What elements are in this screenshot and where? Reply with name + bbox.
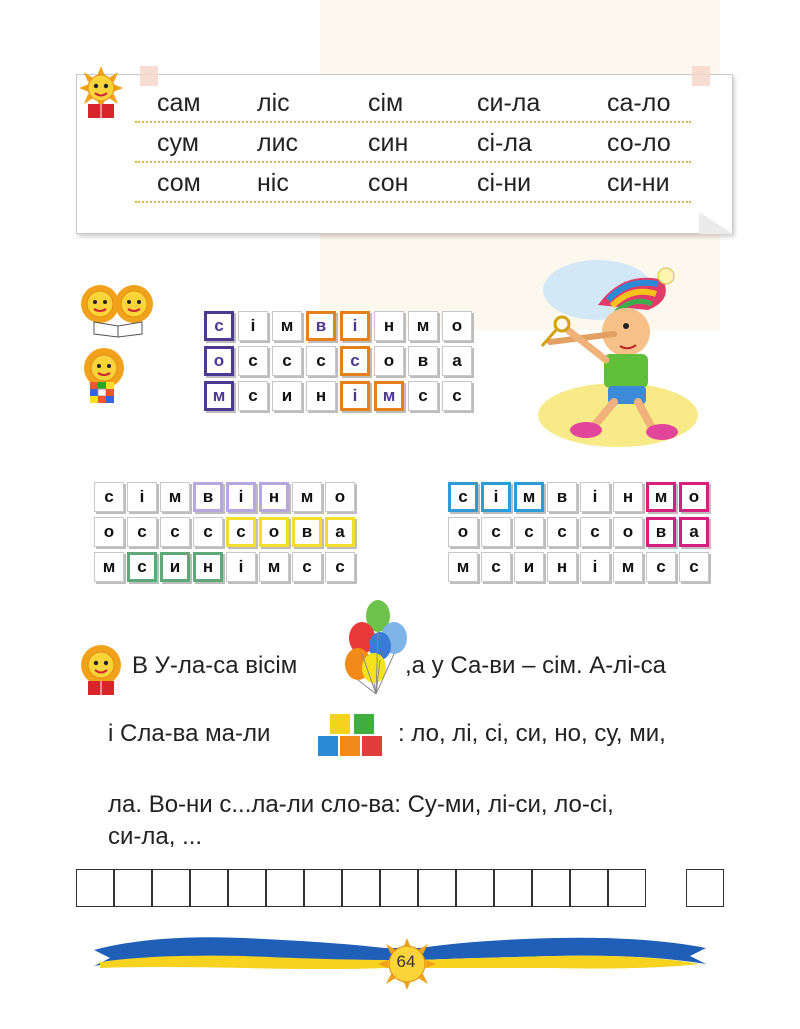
answer-box[interactable]	[456, 869, 494, 907]
word-row	[135, 85, 691, 123]
letter-cell: і	[580, 552, 610, 582]
word-row	[135, 165, 691, 203]
word: сі-ни	[477, 169, 532, 197]
answer-box[interactable]	[418, 869, 456, 907]
letter-cell: н	[547, 552, 577, 582]
letter-cell: н	[259, 482, 289, 512]
sun-reading-icon	[76, 643, 126, 699]
answer-box[interactable]	[570, 869, 608, 907]
sun-reading-icon	[76, 66, 126, 122]
letter-cell: в	[408, 346, 438, 376]
word: лис	[257, 129, 299, 157]
letter-cell: и	[160, 552, 190, 582]
letter-cell: м	[272, 311, 302, 341]
word: сон	[368, 169, 409, 197]
letter-cell: м	[514, 482, 544, 512]
word: сі-ла	[477, 129, 532, 157]
pinocchio-illustration	[528, 250, 698, 450]
story-line-4: си-ла, ...	[108, 823, 203, 850]
letter-cell: о	[613, 517, 643, 547]
word: со-ло	[607, 129, 671, 157]
letter-cell: в	[646, 517, 676, 547]
letter-cell: м	[94, 552, 124, 582]
letter-cell: с	[160, 517, 190, 547]
letter-cell: с	[325, 552, 355, 582]
letter-cell: в	[292, 517, 322, 547]
letter-cell: с	[408, 381, 438, 411]
letter-cell: н	[613, 482, 643, 512]
letter-cell: м	[259, 552, 289, 582]
word: ліс	[257, 89, 290, 117]
letter-cell: и	[272, 381, 302, 411]
letter-cell: м	[408, 311, 438, 341]
letter-cell: с	[442, 381, 472, 411]
story-line-1b: ,а у Са-ви – сім. А-лі-са	[405, 652, 666, 679]
letter-cell: і	[580, 482, 610, 512]
letter-cell: і	[481, 482, 511, 512]
balloons-icon	[340, 598, 416, 698]
answer-box[interactable]	[304, 869, 342, 907]
letter-cell: с	[481, 517, 511, 547]
letter-cell: н	[193, 552, 223, 582]
answer-box[interactable]	[494, 869, 532, 907]
letter-cell: с	[193, 517, 223, 547]
letter-cell: і	[238, 311, 268, 341]
letter-cell: с	[481, 552, 511, 582]
letter-cell: і	[340, 381, 370, 411]
answer-box[interactable]	[342, 869, 380, 907]
letter-cell: с	[238, 346, 268, 376]
letter-cell: с	[204, 311, 234, 341]
letter-cell: а	[325, 517, 355, 547]
letter-cell: м	[646, 482, 676, 512]
letter-cell: і	[127, 482, 157, 512]
answer-box[interactable]	[532, 869, 570, 907]
letter-cell: о	[204, 346, 234, 376]
letter-cell: с	[306, 346, 336, 376]
word: син	[368, 129, 409, 157]
letter-cell: м	[160, 482, 190, 512]
letter-cell: с	[646, 552, 676, 582]
letter-cell: м	[448, 552, 478, 582]
letter-cell: о	[259, 517, 289, 547]
answer-box[interactable]	[190, 869, 228, 907]
answer-box[interactable]	[380, 869, 418, 907]
letter-cell: м	[613, 552, 643, 582]
page-number: 64	[396, 952, 416, 971]
tape-left	[140, 66, 158, 86]
letter-cell: с	[127, 552, 157, 582]
letter-cell: н	[374, 311, 404, 341]
letter-cell: а	[679, 517, 709, 547]
letter-cell: в	[306, 311, 336, 341]
letter-cell: с	[514, 517, 544, 547]
letter-cell: и	[514, 552, 544, 582]
answer-box[interactable]	[266, 869, 304, 907]
letter-cell: с	[679, 552, 709, 582]
letter-cell: с	[238, 381, 268, 411]
letter-cell: с	[448, 482, 478, 512]
word-card	[76, 74, 733, 234]
letter-cell: с	[272, 346, 302, 376]
answer-box[interactable]	[76, 869, 114, 907]
letter-cell: с	[340, 346, 370, 376]
letter-cell: н	[306, 381, 336, 411]
word: сім	[368, 89, 404, 117]
word-row	[135, 125, 691, 163]
story-line-2b: : ло, лі, сі, си, но, су, ми,	[398, 720, 666, 747]
word: си-ни	[607, 169, 670, 197]
letter-cell: а	[442, 346, 472, 376]
letter-cell: о	[374, 346, 404, 376]
story-line-3: ла. Во-ни с...ла-ли сло-ва: Су-ми, лі-си, ло-сі,	[108, 791, 614, 818]
letter-cell: і	[340, 311, 370, 341]
letter-cell: і	[226, 552, 256, 582]
toy-blocks-icon	[316, 712, 388, 758]
letter-cell: с	[226, 517, 256, 547]
word: са-ло	[607, 89, 671, 117]
word: си-ла	[477, 89, 541, 117]
story-line-2a: і Сла-ва ма-ли	[108, 720, 271, 747]
answer-box[interactable]	[114, 869, 152, 907]
sun-rubik-cube-icon	[76, 346, 132, 406]
letter-cell: с	[94, 482, 124, 512]
letter-cell: о	[94, 517, 124, 547]
sun-pair-book-icon	[76, 282, 160, 338]
letter-cell: о	[325, 482, 355, 512]
word: ніс	[257, 169, 289, 197]
word: сум	[157, 129, 199, 157]
letter-cell: м	[292, 482, 322, 512]
answer-box[interactable]	[608, 869, 646, 907]
letter-cell: с	[547, 517, 577, 547]
answer-box-extra[interactable]	[686, 869, 724, 907]
page-fold	[699, 212, 733, 234]
answer-box[interactable]	[152, 869, 190, 907]
letter-cell: м	[374, 381, 404, 411]
word: сам	[157, 89, 201, 117]
letter-cell: о	[448, 517, 478, 547]
letter-cell: с	[580, 517, 610, 547]
letter-cell: о	[679, 482, 709, 512]
word: сом	[157, 169, 201, 197]
letter-cell: м	[204, 381, 234, 411]
tape-right	[692, 66, 710, 86]
letter-cell: с	[292, 552, 322, 582]
answer-box[interactable]	[228, 869, 266, 907]
story-line-1a: В У-ла-са вісім	[132, 652, 298, 679]
letter-cell: в	[193, 482, 223, 512]
letter-cell: в	[547, 482, 577, 512]
letter-cell: с	[127, 517, 157, 547]
letter-cell: і	[226, 482, 256, 512]
letter-cell: о	[442, 311, 472, 341]
